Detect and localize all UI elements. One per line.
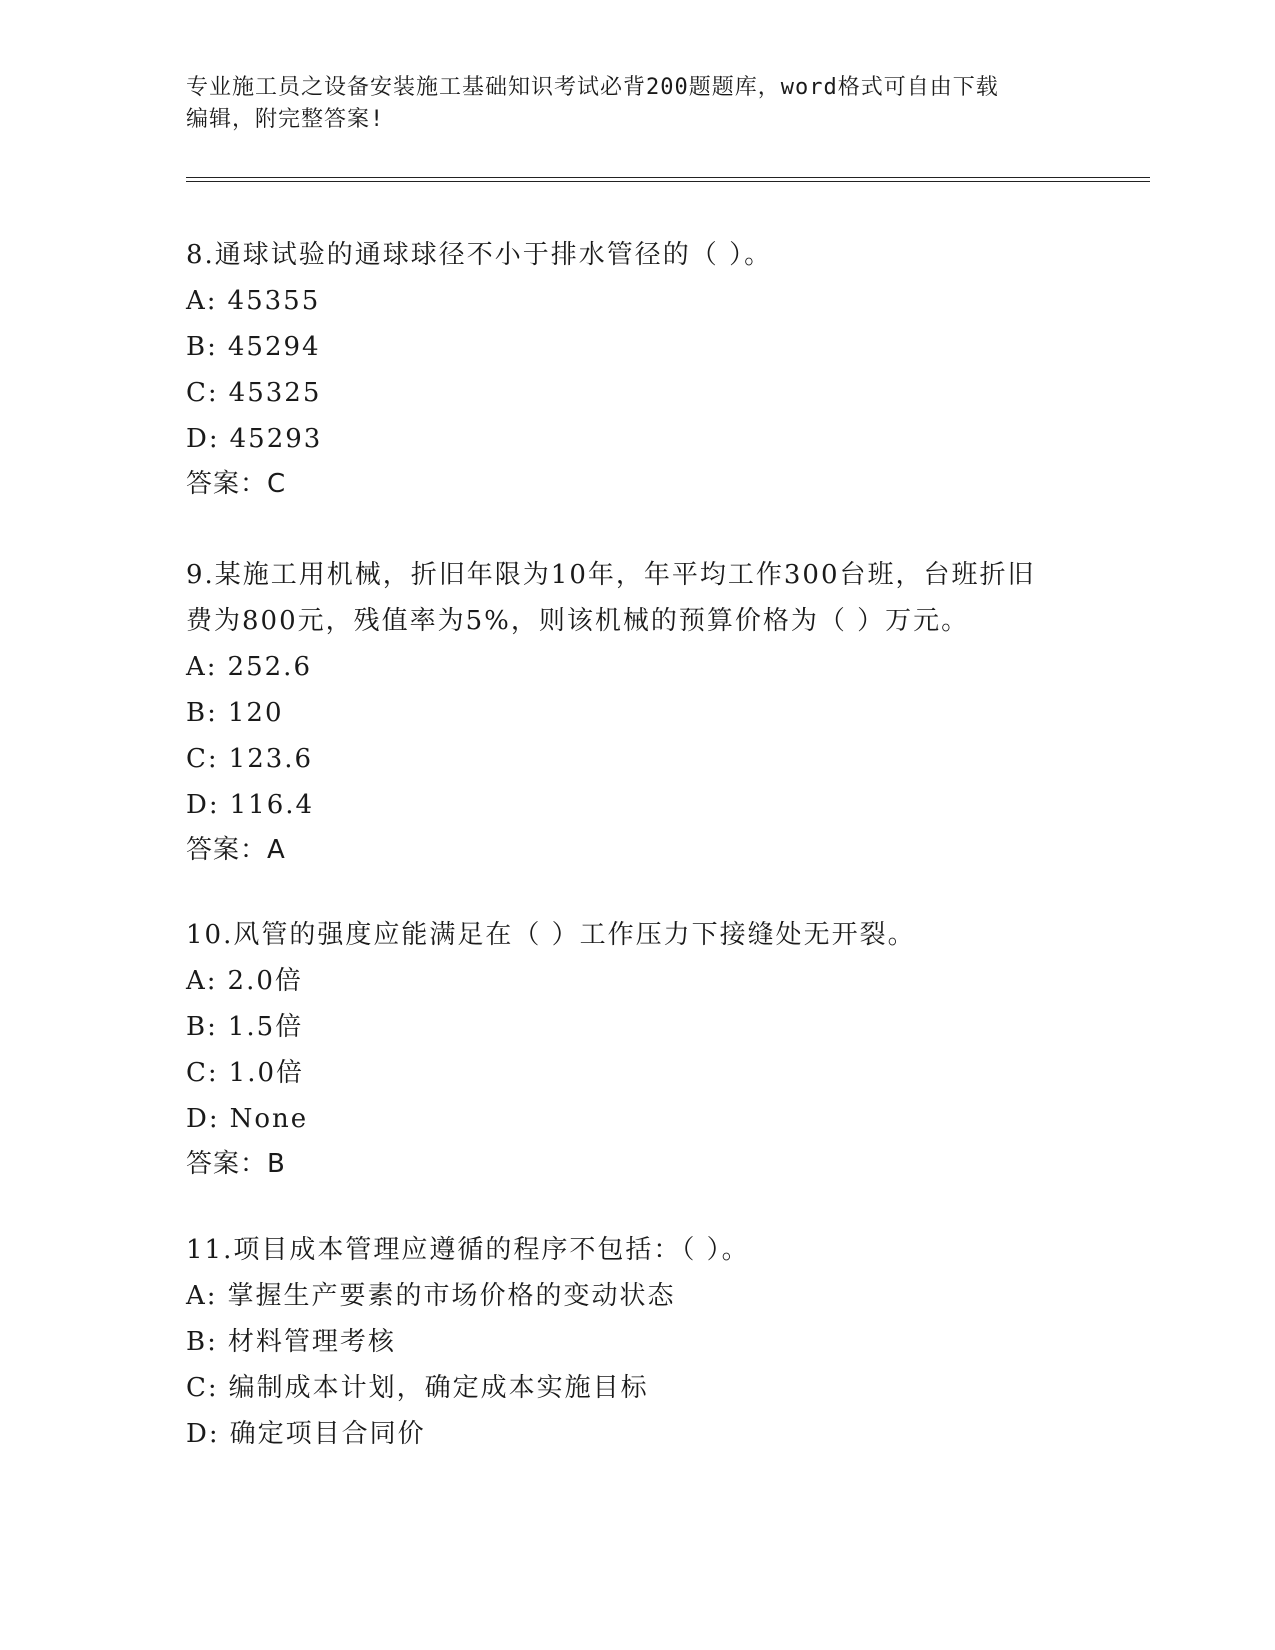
answer: 答案：A	[186, 835, 286, 865]
question-9	[186, 552, 1086, 872]
option-c: C: 编制成本计划，确定成本实施目标	[186, 1373, 649, 1403]
answer: 答案：C	[186, 469, 287, 499]
document-header	[186, 72, 1086, 136]
option-d: D: None	[186, 1104, 309, 1134]
question-stem-line-2: 费为800元，残值率为5%，则该机械的预算价格为（ ）万元。	[186, 606, 970, 636]
option-b: B: 1.5倍	[186, 1012, 304, 1042]
option-a: A: 252.6	[186, 652, 312, 682]
option-c: C: 1.0倍	[186, 1058, 305, 1088]
option-a: A: 45355	[186, 286, 321, 316]
question-10	[186, 912, 1086, 1186]
option-b: B: 45294	[186, 332, 321, 362]
header-divider-top	[186, 177, 1150, 178]
option-c: C: 45325	[186, 378, 322, 408]
question-stem: 10.风管的强度应能满足在（ ）工作压力下接缝处无开裂。	[186, 920, 916, 950]
option-a: A: 2.0倍	[186, 966, 303, 996]
answer: 答案：B	[186, 1149, 286, 1179]
header-divider-bottom	[186, 181, 1150, 182]
header-line-1: 专业施工员之设备安装施工基础知识考试必背200题题库，word格式可自由下载	[186, 75, 999, 100]
option-b: B: 120	[186, 698, 284, 728]
question-8	[186, 232, 1086, 506]
question-stem: 8.通球试验的通球球径不小于排水管径的（ ）。	[186, 240, 773, 270]
option-a: A: 掌握生产要素的市场价格的变动状态	[186, 1281, 676, 1311]
question-stem-line-1: 9.某施工用机械，折旧年限为10年，年平均工作300台班，台班折旧	[186, 560, 1036, 590]
header-line-2: 编辑，附完整答案!	[186, 107, 385, 132]
option-d: D: 45293	[186, 424, 323, 454]
question-stem: 11.项目成本管理应遵循的程序不包括：（ ）。	[186, 1235, 750, 1265]
option-c: C: 123.6	[186, 744, 314, 774]
option-d: D: 116.4	[186, 790, 315, 820]
option-d: D: 确定项目合同价	[186, 1419, 426, 1449]
question-11	[186, 1227, 1086, 1457]
option-b: B: 材料管理考核	[186, 1327, 396, 1357]
